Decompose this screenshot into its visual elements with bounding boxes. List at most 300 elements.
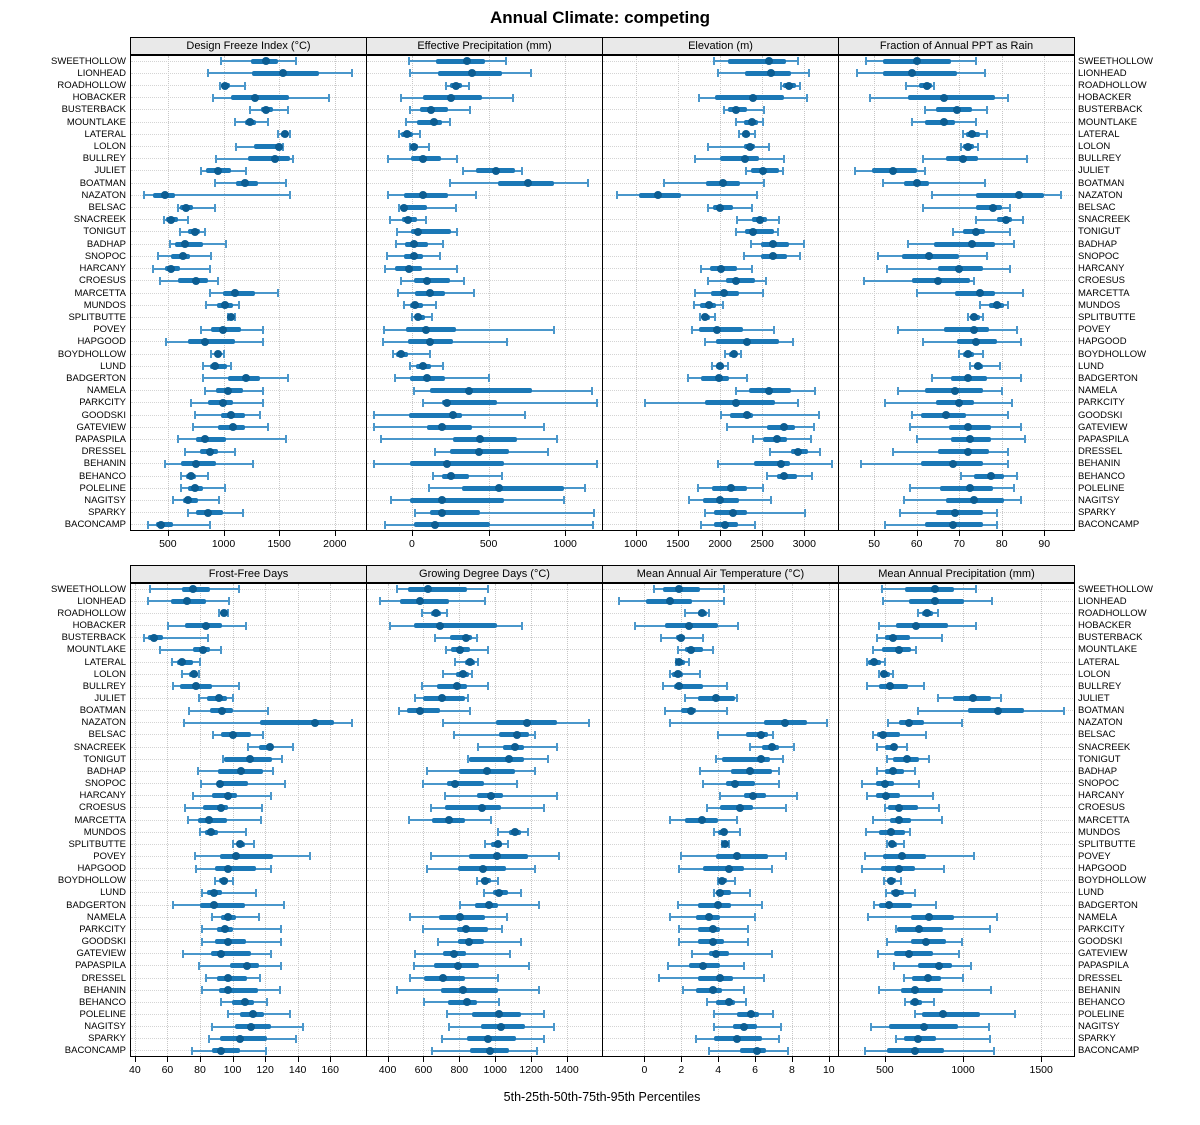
whisker-cap <box>205 974 207 982</box>
site-label: HAPGOOD <box>1078 863 1127 875</box>
site-label: BELSAC <box>1078 202 1116 214</box>
median-dot <box>271 155 279 163</box>
iqr-box <box>408 587 467 592</box>
whisker-cap <box>869 94 871 102</box>
site-label: JULIET <box>1078 165 1110 177</box>
whisker-cap <box>245 167 247 175</box>
whisker-cap <box>409 69 411 77</box>
chart-title: Annual Climate: competing <box>489 8 711 27</box>
whisker-cap <box>860 460 862 468</box>
row-gridline <box>839 146 1073 147</box>
iqr-box <box>728 59 785 64</box>
whisker-cap <box>722 301 724 309</box>
median-dot <box>716 974 724 982</box>
site-label: PARKCITY <box>1078 397 1125 409</box>
median-dot <box>743 338 751 346</box>
median-dot <box>712 950 720 958</box>
whisker-cap <box>1013 484 1015 492</box>
whisker-cap <box>187 216 189 224</box>
whisker-cap <box>446 1010 448 1018</box>
whisker-cap <box>734 877 736 885</box>
iqr-box <box>442 474 469 479</box>
axis-tick-label: 80 <box>194 1064 206 1076</box>
whisker-cap <box>164 460 166 468</box>
whisker-cap <box>516 780 518 788</box>
site-label: TONIGUT <box>1078 226 1121 238</box>
site-label: GATEVIEW <box>76 948 126 960</box>
row-gridline <box>131 366 365 367</box>
whisker-cap <box>792 338 794 346</box>
whisker-cap <box>876 743 878 751</box>
row-gridline <box>839 880 1073 881</box>
whisker-cap <box>279 986 281 994</box>
whisker-cap <box>909 484 911 492</box>
median-dot <box>740 1023 748 1031</box>
whisker-cap <box>777 228 779 236</box>
median-dot <box>895 646 903 654</box>
whisker-cap <box>553 326 555 334</box>
whisker-cap <box>866 682 868 690</box>
median-dot <box>753 1047 761 1055</box>
whisker-cap <box>547 755 549 763</box>
whisker-cap <box>204 387 206 395</box>
whisker-cap <box>380 435 382 443</box>
whisker-cap <box>904 998 906 1006</box>
row-gridline <box>839 747 1073 748</box>
site-label: HOBACKER <box>1078 92 1132 104</box>
axis-tick-label: 90 <box>1038 538 1051 550</box>
axis-tick-label: 1500 <box>1029 1064 1053 1076</box>
whisker-cap <box>1011 399 1013 407</box>
whisker-cap <box>872 731 874 739</box>
whisker-cap <box>396 585 398 593</box>
row-gridline <box>131 134 365 135</box>
median-dot <box>266 743 274 751</box>
iqr-box <box>260 720 334 725</box>
whisker-cap <box>814 387 816 395</box>
site-label: GOODSKI <box>81 936 126 948</box>
whisker-cap <box>477 743 479 751</box>
site-label: HARCANY <box>79 790 126 802</box>
median-dot <box>765 57 773 65</box>
median-dot <box>495 484 503 492</box>
whisker-cap <box>454 658 456 666</box>
site-label: MUNDOS <box>1078 826 1121 838</box>
whisker-cap <box>182 950 184 958</box>
site-label: MOUNTLAKE <box>66 116 126 128</box>
site-label: BADGERTON <box>1078 372 1138 384</box>
site-label: BADHAP <box>86 238 126 250</box>
whisker-cap <box>917 707 919 715</box>
whisker-cap <box>488 374 490 382</box>
whisker-cap <box>886 755 888 763</box>
median-dot <box>218 707 226 715</box>
site-label: TONIGUT <box>83 753 126 765</box>
median-dot <box>216 780 224 788</box>
whisker-cap <box>207 634 209 642</box>
whisker-cap <box>476 634 478 642</box>
whisker-cap <box>872 816 874 824</box>
whisker-cap <box>596 399 598 407</box>
iqr-box <box>175 242 203 247</box>
site-label: PAPASPILA <box>1078 960 1129 972</box>
whisker-cap <box>538 901 540 909</box>
whisker-cap <box>702 634 704 642</box>
axis-tick-label: 50 <box>868 538 880 550</box>
whisker-cap <box>390 496 392 504</box>
whisker-cap <box>387 155 389 163</box>
whisker-cap <box>922 204 924 212</box>
row-gridline <box>131 698 365 699</box>
iqr-box <box>453 437 517 442</box>
site-label: SPLITBUTTE <box>68 311 126 323</box>
site-label: MARCETTA <box>1078 287 1130 299</box>
median-dot <box>423 277 431 285</box>
site-label: SNOPOC <box>1078 250 1120 262</box>
whisker-cap <box>765 277 767 285</box>
whisker-cap <box>1009 204 1011 212</box>
site-label: LATERAL <box>84 128 126 140</box>
whisker-cap <box>214 204 216 212</box>
whisker-cap <box>691 326 693 334</box>
whisker-cap <box>899 509 901 517</box>
whisker-cap <box>884 521 886 529</box>
whisker-cap <box>797 399 799 407</box>
median-dot <box>913 179 921 187</box>
whisker-cap <box>877 252 879 260</box>
whisker-cap <box>191 1047 193 1055</box>
site-label: MARCETTA <box>74 814 126 826</box>
axis-tick-label: 500 <box>159 538 177 550</box>
whisker-cap <box>736 694 738 702</box>
whisker-cap <box>403 301 405 309</box>
whisker-cap <box>197 767 199 775</box>
whisker-cap <box>445 82 447 90</box>
whisker-cap <box>937 694 939 702</box>
whisker-cap <box>272 767 274 775</box>
site-label: BELSAC <box>88 202 126 214</box>
whisker-cap <box>249 106 251 114</box>
whisker-cap <box>962 130 964 138</box>
panel-strip: Growing Degree Days (°C) <box>366 565 603 583</box>
whisker-cap <box>914 767 916 775</box>
row-gridline <box>603 649 837 650</box>
whisker-cap <box>214 877 216 885</box>
whisker-cap <box>392 350 394 358</box>
median-dot <box>445 816 453 824</box>
median-dot <box>495 889 503 897</box>
axis-tick <box>224 531 225 536</box>
whisker-cap <box>157 252 159 260</box>
whisker-cap <box>469 707 471 715</box>
whisker-cap <box>444 792 446 800</box>
whisker-cap <box>497 828 499 836</box>
whisker-line <box>212 916 259 918</box>
iqr-box <box>414 522 491 527</box>
iqr-box <box>430 388 531 393</box>
whisker-cap <box>445 646 447 654</box>
whisker-cap <box>188 707 190 715</box>
whisker-cap <box>723 106 725 114</box>
median-dot <box>207 828 215 836</box>
whisker-cap <box>903 496 905 504</box>
whisker-cap <box>736 816 738 824</box>
whisker-cap <box>952 228 954 236</box>
whisker-cap <box>220 57 222 65</box>
whisker-cap <box>373 411 375 419</box>
site-label: POVEY <box>1078 324 1111 336</box>
whisker-cap <box>425 216 427 224</box>
whisker-cap <box>958 350 960 358</box>
median-dot <box>889 634 897 642</box>
site-label: JULIET <box>94 165 126 177</box>
whisker-cap <box>866 792 868 800</box>
median-dot <box>523 719 531 727</box>
whisker-cap <box>183 719 185 727</box>
row-gridline <box>131 832 365 833</box>
whisker-cap <box>262 731 264 739</box>
row-gridline <box>839 637 1073 638</box>
whisker-cap <box>212 94 214 102</box>
whisker-cap <box>468 82 470 90</box>
whisker-cap <box>411 313 413 321</box>
row-gridline <box>603 613 837 614</box>
axis-tick <box>829 1057 830 1062</box>
median-dot <box>725 865 733 873</box>
whisker-cap <box>413 962 415 970</box>
whisker-cap <box>211 913 213 921</box>
median-dot <box>224 792 232 800</box>
whisker-cap <box>688 496 690 504</box>
whisker-cap <box>449 179 451 187</box>
whisker-cap <box>778 1035 780 1043</box>
whisker-cap <box>190 399 192 407</box>
median-dot <box>241 998 249 1006</box>
axis-tick <box>412 531 413 536</box>
median-dot <box>951 387 959 395</box>
median-dot <box>698 816 706 824</box>
whisker-cap <box>292 155 294 163</box>
axis-tick-label: 120 <box>256 1064 274 1076</box>
whisker-cap <box>669 816 671 824</box>
axis-tick-label: 4 <box>715 1064 722 1076</box>
whisker-cap <box>682 986 684 994</box>
row-gridline <box>367 674 601 675</box>
whisker-cap <box>909 828 911 836</box>
whisker-cap <box>159 277 161 285</box>
whisker-cap <box>993 1047 995 1055</box>
whisker-cap <box>187 509 189 517</box>
iqr-box <box>716 854 768 859</box>
whisker-cap <box>831 460 833 468</box>
iqr-box <box>414 278 450 283</box>
whisker-cap <box>694 155 696 163</box>
whisker-cap <box>553 1023 555 1031</box>
site-label: LUND <box>1078 887 1104 899</box>
median-dot <box>674 670 682 678</box>
axis-tick-label: 1000 <box>211 538 236 550</box>
row-gridline <box>367 109 601 110</box>
median-dot <box>410 240 418 248</box>
whisker-cap <box>706 804 708 812</box>
median-dot <box>465 938 473 946</box>
median-dot <box>733 1035 741 1043</box>
whisker-cap <box>280 925 282 933</box>
site-label: BULLREY <box>1078 680 1122 692</box>
whisker-cap <box>750 240 752 248</box>
site-label: SNACREEK <box>1078 214 1131 226</box>
row-gridline <box>131 244 365 245</box>
site-label: LOLON <box>93 141 126 153</box>
site-label: BOATMAN <box>1078 705 1125 717</box>
x-axis-caption: 5th-25th-50th-75th-95th Percentiles <box>503 1090 701 1104</box>
median-dot <box>905 719 913 727</box>
whisker-cap <box>1014 1010 1016 1018</box>
median-dot <box>452 82 460 90</box>
site-label: SWEETHOLLOW <box>1078 583 1153 595</box>
whisker-cap <box>1022 216 1024 224</box>
row-gridline <box>367 85 601 86</box>
row-gridline <box>603 662 837 663</box>
median-dot <box>426 289 434 297</box>
row-gridline <box>367 662 601 663</box>
whisker-cap <box>854 167 856 175</box>
whisker-cap <box>204 228 206 236</box>
whisker-cap <box>1016 472 1018 480</box>
whisker-cap <box>746 374 748 382</box>
whisker-cap <box>719 792 721 800</box>
site-label: BULLREY <box>82 680 126 692</box>
median-dot <box>436 622 444 630</box>
median-dot <box>459 670 467 678</box>
median-dot <box>687 707 695 715</box>
iqr-box <box>883 71 957 76</box>
site-label: JULIET <box>94 692 126 704</box>
whisker-cap <box>975 585 977 593</box>
median-dot <box>777 460 785 468</box>
whisker-cap <box>442 719 444 727</box>
median-dot <box>431 521 439 529</box>
whisker-cap <box>267 423 269 431</box>
whisker-cap <box>187 816 189 824</box>
whisker-cap <box>1022 289 1024 297</box>
whisker-cap <box>198 694 200 702</box>
axis-tick <box>565 531 566 536</box>
site-label: BUSTERBACK <box>1078 632 1143 644</box>
whisker-cap <box>428 143 430 151</box>
whisker-cap <box>259 974 261 982</box>
whisker-cap <box>490 816 492 824</box>
median-dot <box>311 719 319 727</box>
whisker-cap <box>697 484 699 492</box>
site-label: SPARKY <box>88 1033 126 1045</box>
site-label: BELSAC <box>1078 729 1116 741</box>
axis-tick <box>762 531 763 536</box>
site-label: NAMELA <box>86 385 126 397</box>
median-dot <box>275 143 283 151</box>
site-label: LUND <box>100 887 126 899</box>
whisker-cap <box>199 658 201 666</box>
whisker-cap <box>463 277 465 285</box>
whisker-cap <box>986 252 988 260</box>
whisker-cap <box>1001 387 1003 395</box>
whisker-cap <box>205 301 207 309</box>
whisker-cap <box>521 622 523 630</box>
whisker-cap <box>864 1047 866 1055</box>
whisker-cap <box>409 974 411 982</box>
whisker-cap <box>778 767 780 775</box>
whisker-cap <box>192 792 194 800</box>
whisker-cap <box>634 622 636 630</box>
whisker-cap <box>442 362 444 370</box>
whisker-cap <box>386 252 388 260</box>
iqr-box <box>908 95 995 100</box>
whisker-cap <box>660 634 662 642</box>
median-dot <box>181 240 189 248</box>
site-label: BADHAP <box>86 765 126 777</box>
axis-tick <box>963 1057 964 1062</box>
axis-tick-label: 800 <box>450 1064 469 1076</box>
row-gridline <box>131 880 365 881</box>
median-dot <box>206 448 214 456</box>
whisker-cap <box>373 460 375 468</box>
whisker-cap <box>865 57 867 65</box>
axis-tick-label: 1000 <box>951 1064 975 1076</box>
whisker-cap <box>456 155 458 163</box>
site-label: SWEETHOLLOW <box>51 583 126 595</box>
whisker-cap <box>906 743 908 751</box>
whisker-line <box>708 146 769 148</box>
row-gridline <box>839 134 1073 135</box>
whisker-line <box>160 649 221 651</box>
median-dot <box>705 301 713 309</box>
site-label: PAPASPILA <box>75 960 126 972</box>
whisker-cap <box>181 670 183 678</box>
axis-tick <box>804 531 805 536</box>
site-label: DRESSEL <box>81 972 126 984</box>
whisker-cap <box>743 962 745 970</box>
site-label: BUSTERBACK <box>61 632 126 644</box>
site-label: HOBACKER <box>72 620 126 632</box>
whisker-cap <box>543 1010 545 1018</box>
whisker-cap <box>224 484 226 492</box>
whisker-cap <box>547 448 549 456</box>
whisker-cap <box>593 509 595 517</box>
site-label: ROADHOLLOW <box>1078 80 1147 91</box>
median-dot <box>949 521 957 529</box>
site-label: LUND <box>1078 360 1104 372</box>
site-label: NAGITSY <box>1078 494 1120 506</box>
iqr-box <box>469 757 524 762</box>
median-dot <box>895 865 903 873</box>
axis-tick-label: 10 <box>822 1064 835 1076</box>
median-dot <box>749 792 757 800</box>
row-gridline <box>367 317 601 318</box>
whisker-cap <box>295 57 297 65</box>
whisker-cap <box>799 82 801 90</box>
row-gridline <box>603 317 837 318</box>
whisker-cap <box>747 925 749 933</box>
whisker-cap <box>147 597 149 605</box>
whisker-cap <box>678 925 680 933</box>
row-gridline <box>603 637 837 638</box>
site-label: BADHAP <box>1078 765 1118 777</box>
whisker-cap <box>677 646 679 654</box>
whisker-cap <box>184 804 186 812</box>
whisker-cap <box>389 216 391 224</box>
whisker-cap <box>422 399 424 407</box>
site-label: HARCANY <box>1078 263 1125 275</box>
